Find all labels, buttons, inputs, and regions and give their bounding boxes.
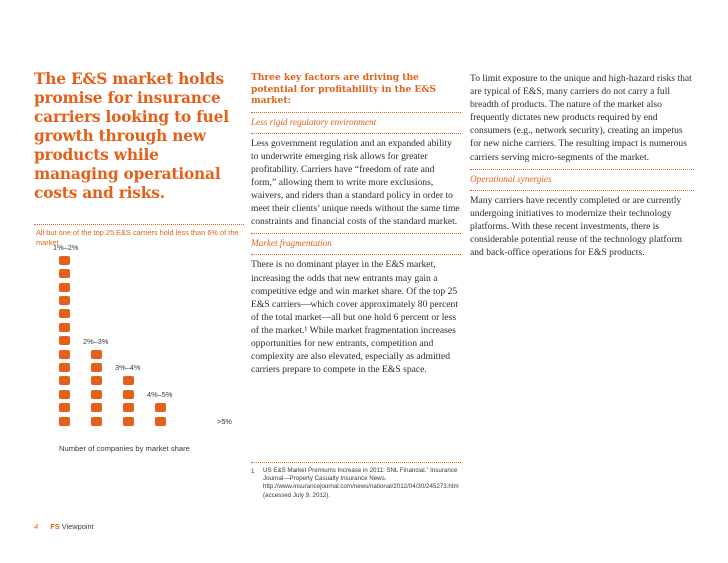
factors-heading: Three key factors are driving the potential for profitability in the E&S market: [251, 72, 437, 107]
subhead-fragmentation: Market fragmentation [251, 238, 332, 249]
chart-square [123, 376, 134, 385]
chart-plot-area [34, 244, 248, 442]
chart-square [91, 417, 102, 426]
subhead-synergies: Operational synergies [470, 173, 552, 184]
section-divider-3 [470, 169, 694, 170]
chart-square [59, 390, 70, 399]
chart-square [59, 296, 70, 305]
footnote-number: 1 [251, 468, 255, 475]
chart-square [59, 403, 70, 412]
chart-category-label: 1%–2% [53, 242, 79, 252]
footnote [251, 462, 463, 500]
subhead-divider-3 [470, 190, 694, 191]
chart-square [59, 417, 70, 426]
heading-divider [251, 112, 461, 113]
chart-title: All but one of the top 25 E&S carriers hold less than 6% of the market [36, 228, 239, 247]
chart-square [59, 350, 70, 359]
footer-brand: FS [50, 522, 60, 531]
chart-category-label: 2%–3% [83, 336, 109, 346]
chart-square [59, 309, 70, 318]
chart-square [91, 363, 102, 372]
chart-category-label: >5% [217, 417, 232, 426]
chart-square [59, 336, 70, 345]
chart-category-label: 4%–5% [147, 390, 173, 400]
chart-square [91, 390, 102, 399]
chart-square [123, 390, 134, 399]
page-footer [34, 522, 94, 531]
column-three [470, 72, 694, 259]
column-two [251, 72, 461, 376]
paragraph-synergies: Many carriers have recently completed or are currently undergoing initiatives to modernize their technology platforms. With these recent investments, there is considerable potential reuse of the technology platform and back-office operations for E&S products. [470, 194, 683, 259]
chart-square [91, 350, 102, 359]
footnote-divider [251, 462, 461, 463]
subhead-regulatory: Less rigid regulatory environment [251, 116, 377, 127]
chart-square [59, 376, 70, 385]
chart-square [59, 323, 70, 332]
chart-square [123, 403, 134, 412]
footer-label: Viewpoint [61, 522, 94, 531]
chart-square [91, 376, 102, 385]
chart-square [59, 283, 70, 292]
chart-square [123, 417, 134, 426]
chart-square [155, 417, 166, 426]
chart-square [91, 403, 102, 412]
chart-square [155, 403, 166, 412]
chart-category-label: 3%–4% [115, 363, 141, 373]
chart-divider [34, 224, 244, 225]
chart-square [59, 269, 70, 278]
paragraph-fragmentation: There is no dominant player in the E&S market, increasing the odds that new entrants may gain a competitive edge and win market share. Of the top 25 E&S carriers—which cover approximately 80 percent of the total market—all but one hold 6 percent or less of the market.¹ While market fragmentation increases opportunities for new entrants, competition and complexity are also elevated, especially as admitted carriers prepare to compete in the E&S space. [251, 259, 458, 376]
subhead-divider-2 [251, 254, 461, 255]
chart-square [59, 363, 70, 372]
chart-square [59, 256, 70, 265]
paragraph-exposure: To limit exposure to the unique and high-hazard risks that are typical of E&S, many carriers do not carry a full breadth of products. The nature of the market also frequently dictates new products required by end consumers (e.g., network security), creating an impetus for new niche carriers. The resulting impact is numerous carriers serving micro-segments of the market. [470, 73, 692, 163]
chart-x-label: Number of companies by market share [59, 444, 190, 453]
market-share-chart [34, 224, 248, 456]
page-number: 4 [34, 522, 39, 531]
paragraph-regulatory: Less government regulation and an expanded ability to underwrite emerging risk allows for greater profitability. Carriers have “freedom of rate and form,” allowing them to write more exclusions, waivers, and riders than a standard policy in order to meet their clients’ unique needs without the same time constraints and financial costs of the standard market. [251, 137, 460, 228]
headline: The E&S market holds promise for insurance carriers looking to fuel growth through new products while managing operational costs and risks. [34, 70, 229, 202]
section-divider [251, 233, 461, 234]
footnote-text: US E&S Market Premiums Increase in 2011: SNL Financial.” Insurance Journal—Property Casualty Insurance News. http://www.insurancejournal.com/news/national/2012/04/30/245273.htm (accessed July 9, 2012). [263, 467, 459, 499]
subhead-divider [251, 133, 461, 134]
